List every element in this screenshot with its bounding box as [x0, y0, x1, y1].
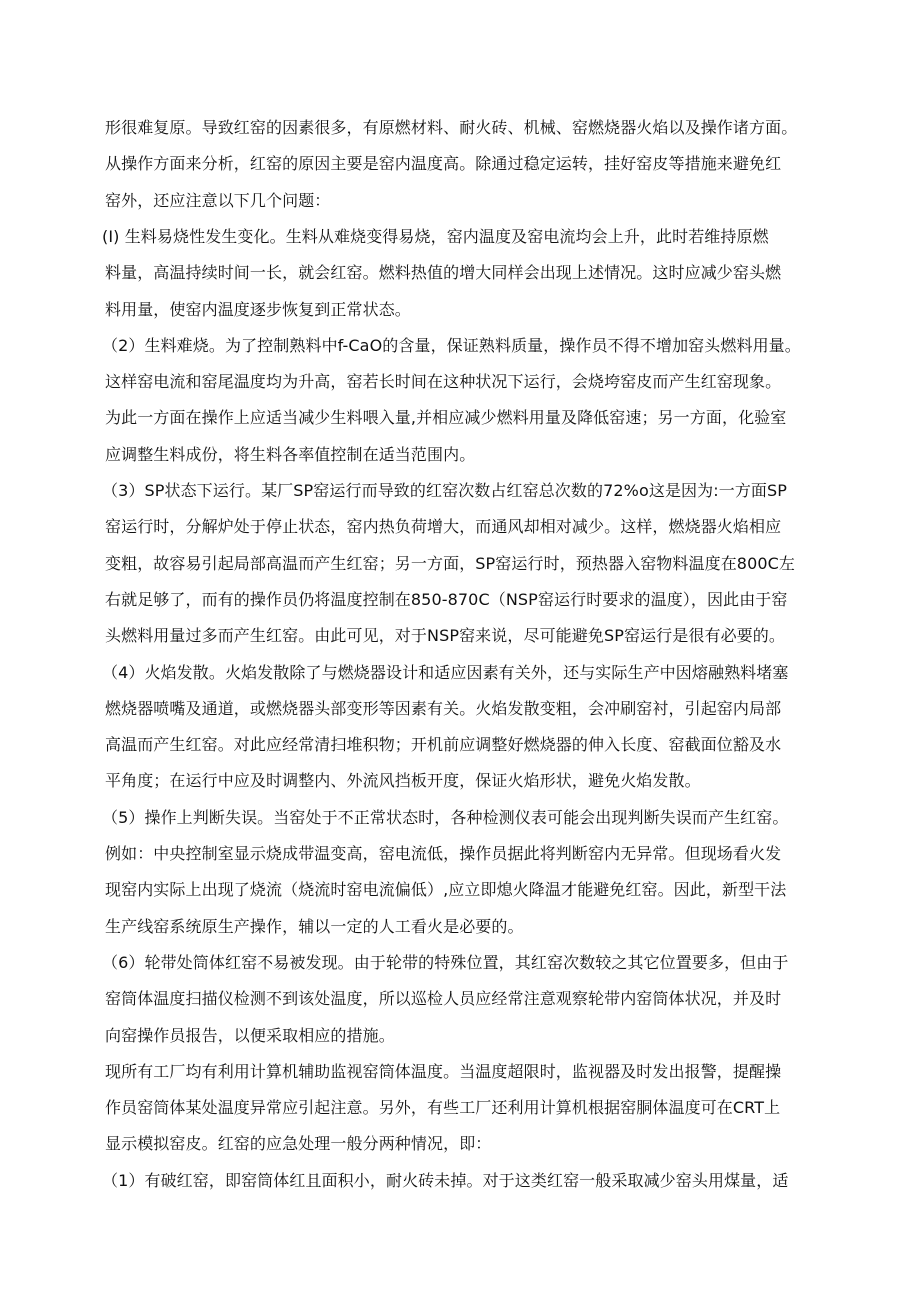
text-line: 这样窑电流和窑尾温度均为升高，窑若长时间在这种状况下运行，会烧垮窑皮而产生红窑现象。	[105, 372, 782, 392]
text-line: （2）生料难烧。为了控制熟料中f-CaO的含量，保证熟料质量，操作员不得不增加窑头燃料用量。	[102, 335, 801, 355]
text-line: 形很难复原。导致红窑的因素很多，有原燃材料、耐火砖、机械、窑燃烧器火焰以及操作诸方面。	[105, 118, 798, 137]
text-line: （5）操作上判断失误。当窑处于不正常状态时，各种检测仪表可能会出现判断失误而产生红窑。	[102, 807, 789, 827]
text-line: 头燃料用量过多而产生红窑。由此可见，对于NSP窑来说，尽可能避免SP窑运行是很有必要的。	[105, 626, 785, 646]
text-line: 窑外，还应注意以下几个问题：	[105, 190, 331, 210]
text-line: 例如：中央控制室显示烧成带温变高，窑电流低，操作员据此将判断窑内无异常。但现场看火发	[105, 844, 782, 863]
text-line: 作员窑筒体某处温度异常应引起注意。另外，有些工厂还利用计算机根据窑胴体温度可在CRT上	[105, 1098, 781, 1118]
text-line: 高温而产生红窑。对此应经常清扫堆积物；开机前应调整好燃烧器的伸入长度、窑截面位豁及水	[105, 735, 782, 755]
text-line: 向窑操作员报告，以便采取相应的措施。	[105, 1025, 395, 1045]
text-line: 为此一方面在操作上应适当减少生料喂入量,并相应减少燃料用量及降低窑速；另一方面，化验室	[105, 408, 787, 428]
text-line: 平角度；在运行中应及时调整内、外流风挡板开度，保证火焰形状，避免火焰发散。	[105, 771, 701, 791]
text-line: 应调整生料成份，将生料各率值控制在适当范围内。	[105, 444, 476, 464]
text-line: (I) 生料易烧性发生变化。生料从难烧变得易烧，窑内温度及窑电流均会上升，此时若维持原燃	[102, 226, 769, 246]
text-line: （4）火焰发散。火焰发散除了与燃烧器设计和适应因素有关外，还与实际生产中因熔融熟料堵塞	[102, 662, 789, 682]
text-line: 窑筒体温度扫描仪检测不到该处温度，所以巡检人员应经常注意观察轮带内窑筒体状况，并及时	[105, 989, 782, 1009]
text-line: 变粗，故容易引起局部高温而产生红窑；另一方面，SP窑运行时，预热器入窑物料温度在800C左	[105, 553, 796, 573]
text-line: 生产线窑系统原生产操作，辅以一定的人工看火是必要的。	[105, 916, 524, 936]
text-line: （1）有破红窑，即窑筒体红且面积小，耐火砖未掉。对于这类红窑一般采取减少窑头用煤量，适	[102, 1170, 789, 1190]
text-line: （6）轮带处筒体红窑不易被发现。由于轮带的特殊位置，其红窑次数较之其它位置要多，但由于	[102, 952, 789, 972]
text-line: 料量，高温持续时间一长，就会红窑。燃料热值的增大同样会出现上述情况。这时应减少窑头燃	[105, 263, 782, 283]
text-line: 从操作方面来分析，红窑的原因主要是窑内温度高。除通过稳定运转，挂好窑皮等措施来避免红	[105, 154, 782, 174]
text-line: 右就足够了，而有的操作员仍将温度控制在850-870C（NSP窑运行时要求的温度），因此由于窑	[105, 589, 788, 609]
text-line: （3）SP状态下运行。某厂SP窑运行而导致的红窑次数占红窑总次数的72%o这是因为:一方面SP	[102, 481, 788, 500]
text-line: 显示模拟窑皮。红窑的应急处理一般分两种情况，即：	[105, 1134, 492, 1154]
text-line: 料用量，使窑内温度逐步恢复到正常状态。	[105, 299, 411, 319]
text-line: 窑运行时，分解炉处于停止状态，窑内热负荷增大，而通风却相对减少。这样，燃烧器火焰相应	[105, 517, 782, 537]
text-line: 燃烧器喷嘴及通道，或燃烧器头部变形等因素有关。火焰发散变粗，会冲刷窑衬，引起窑内局部	[105, 698, 782, 718]
text-line: 现窑内实际上出现了烧流（烧流时窑电流偏低）,应立即熄火降温才能避免红窑。因此，新型干法	[105, 880, 787, 900]
text-line: 现所有工厂均有利用计算机辅助监视窑筒体温度。当温度超限时，监视器及时发出报警，提醒操	[105, 1061, 782, 1081]
